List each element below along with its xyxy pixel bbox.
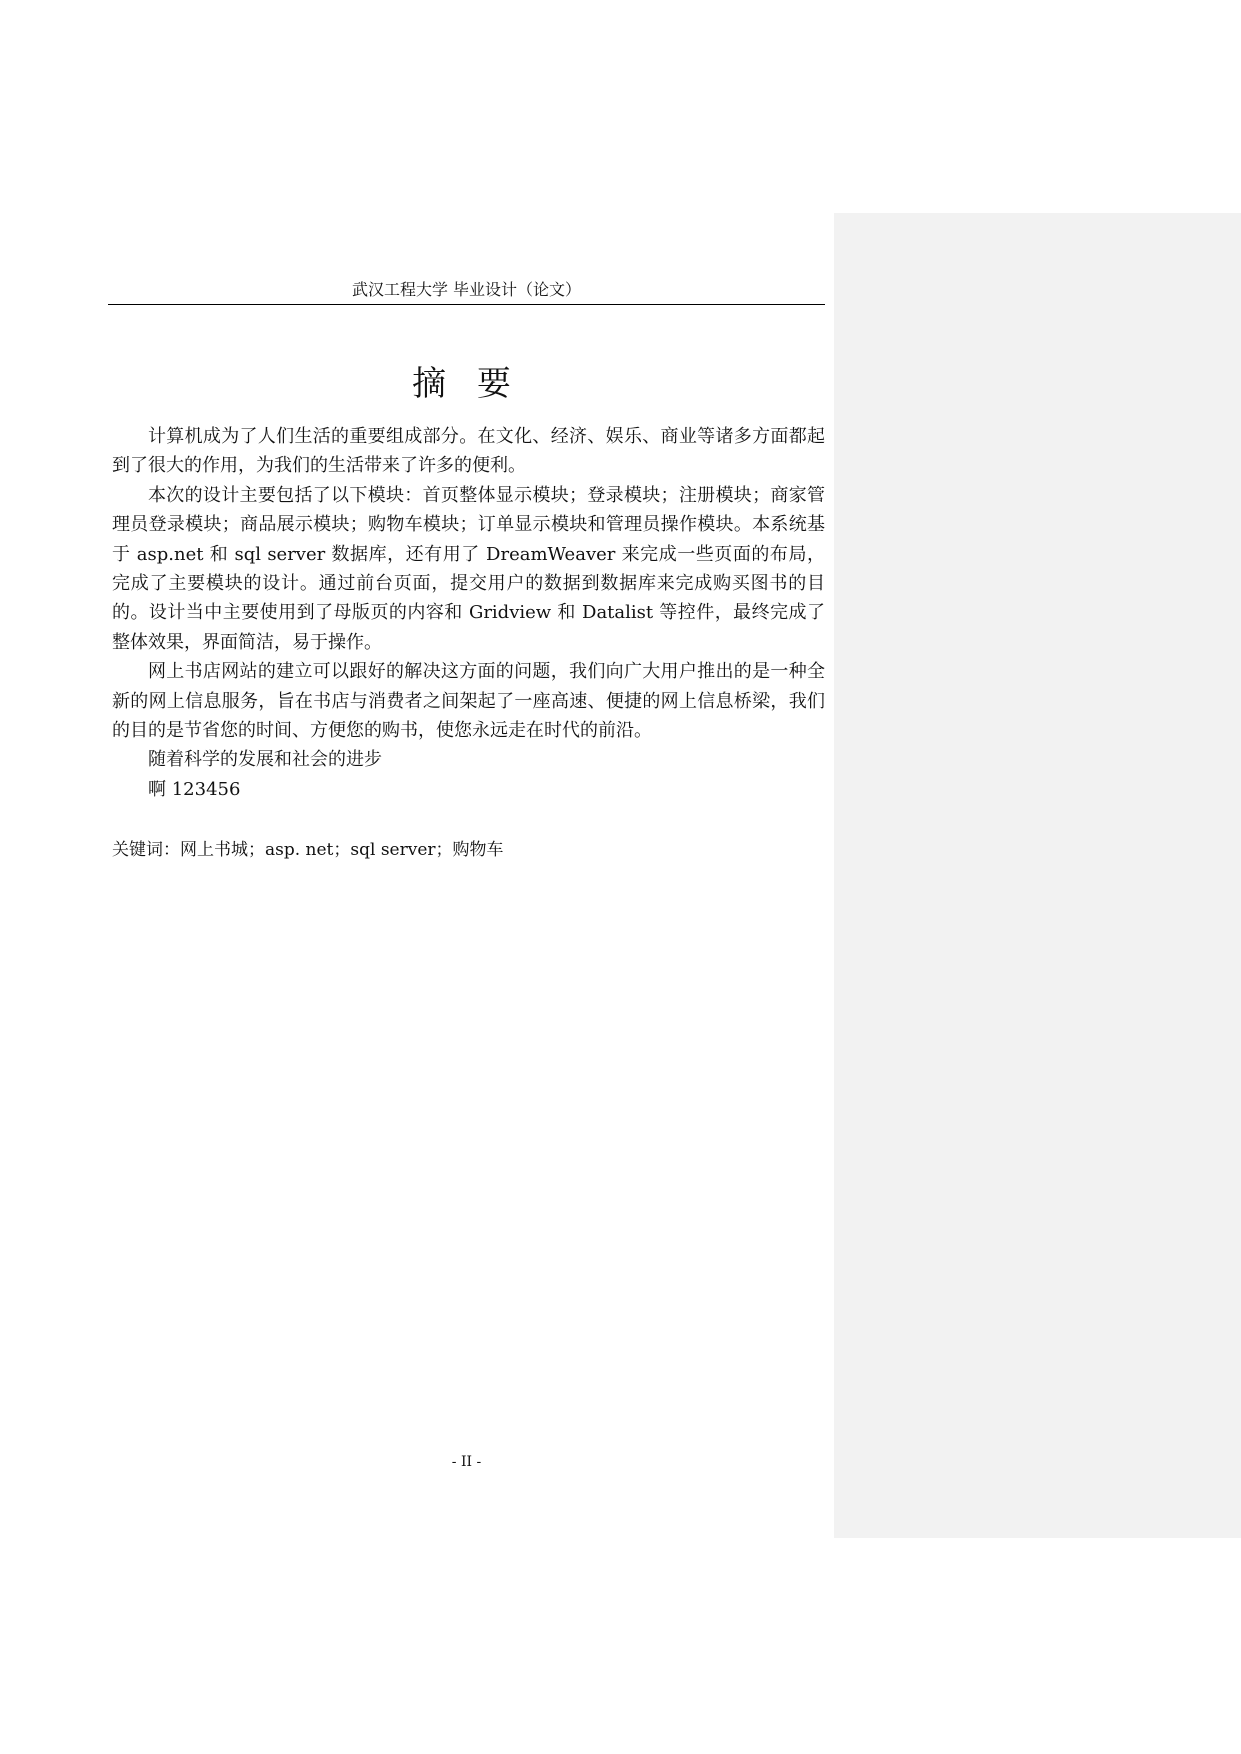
keywords-label: 关键词： bbox=[112, 840, 180, 860]
abstract-body bbox=[112, 422, 825, 804]
page-title: 摘 要 bbox=[412, 364, 521, 404]
keywords-value: 网上书城；asp. net；sql server；购物车 bbox=[180, 840, 504, 860]
page-header: 武汉工程大学 毕业设计（论文） bbox=[108, 278, 825, 305]
keywords-line bbox=[112, 836, 825, 865]
paragraph-5: 啊 123456 bbox=[148, 778, 241, 800]
paragraph-3: 网上书店网站的建立可以跟好的解决这方面的问题，我们向广大用户推出的是一种全新的网上信息服务，旨在书店与消费者之间架起了一座高速、便捷的网上信息桥梁，我们的目的是节省您的时间、方便您的购书，使您永远走在时代的前沿。 bbox=[112, 661, 825, 742]
paragraph-4: 随着科学的发展和社会的进步 bbox=[148, 749, 382, 771]
page-number: - II - bbox=[451, 1454, 482, 1470]
comment-pane bbox=[834, 213, 1241, 1538]
paragraph-1: 计算机成为了人们生活的重要组成部分。在文化、经济、娱乐、商业等诸多方面都起到了很大的作用，为我们的生活带来了许多的便利。 bbox=[112, 426, 825, 477]
paragraph-2: 本次的设计主要包括了以下模块：首页整体显示模块；登录模块；注册模块；商家管理员登录模块；商品展示模块；购物车模块；订单显示模块和管理员操作模块。本系统基于 asp.net 和 sql server 数据库，还有用了 DreamWeaver 来完成一些页面的布局，完成了主要模块的设计。通过前台页面，提交用户的数据到数据库来完成购买图书的目的。设计当中主要使用到了母版页的内容和 Gridview 和 Datalist 等控件，最终完成了整体效果，界面简洁，易于操作。 bbox=[112, 484, 825, 653]
